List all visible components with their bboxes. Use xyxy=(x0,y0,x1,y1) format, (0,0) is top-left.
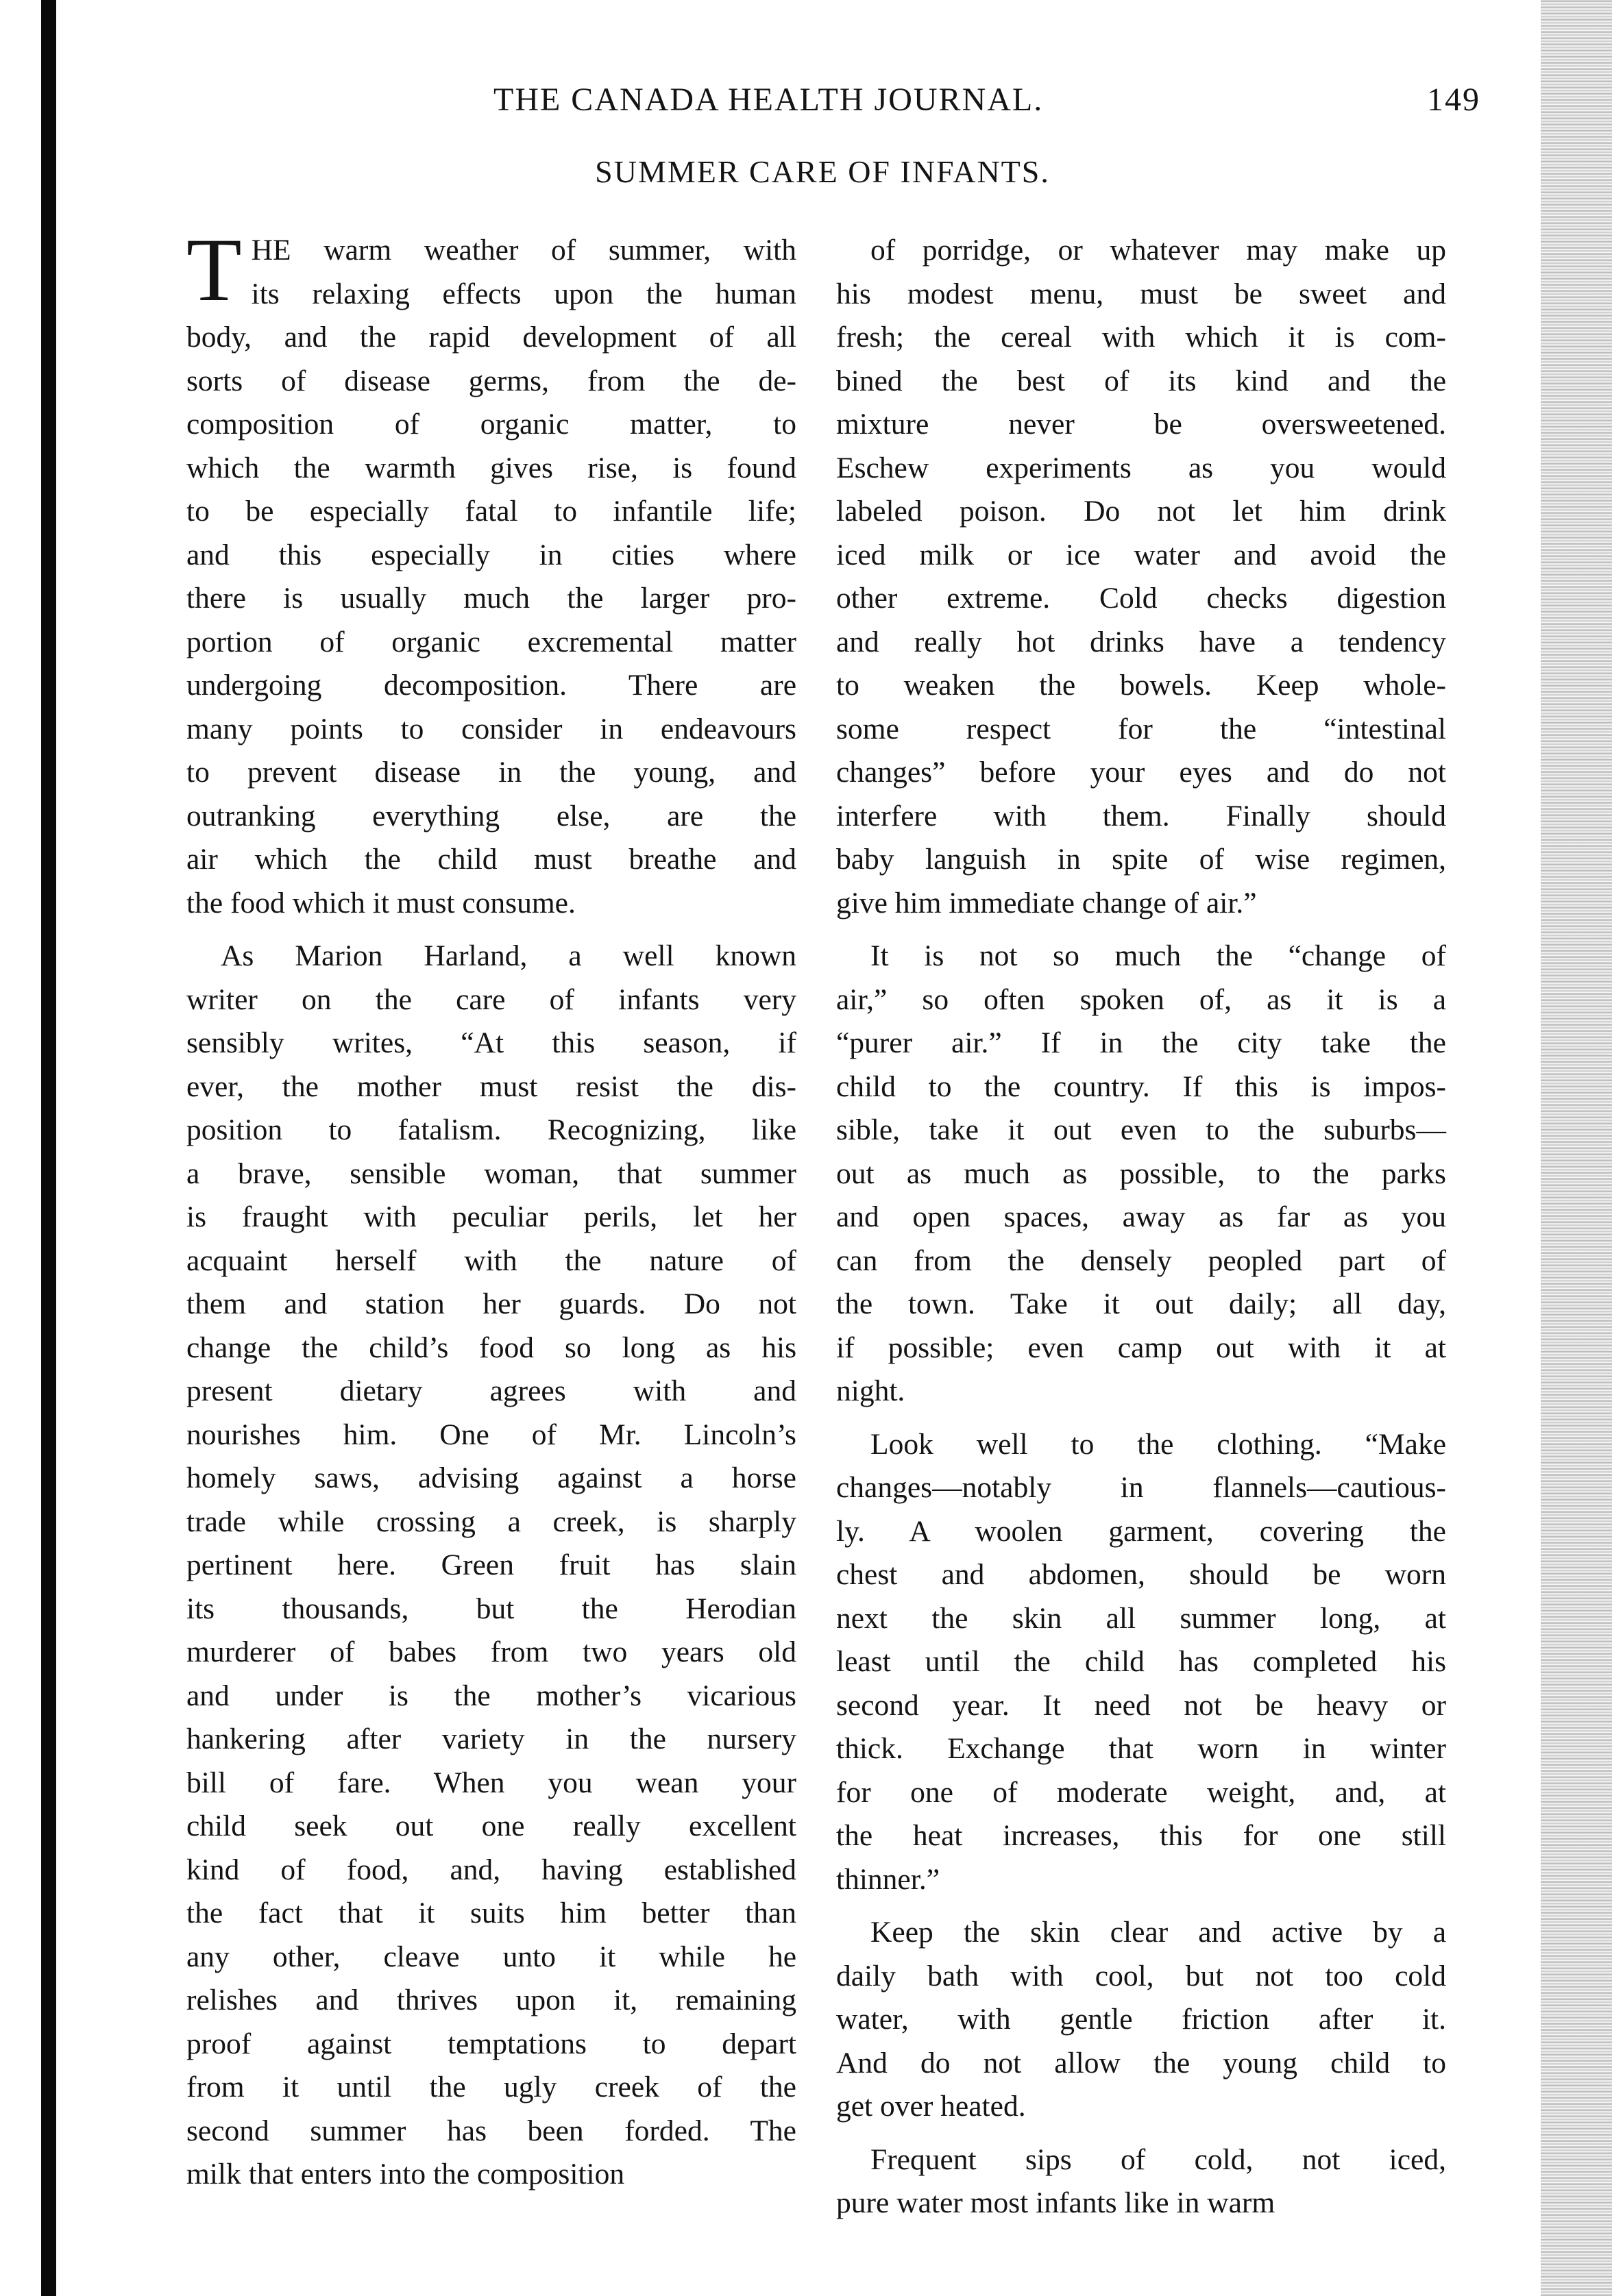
text-line: “purer air.” If in the city take the xyxy=(836,1026,1446,1059)
text-line: baby languish in spite of wise regimen, xyxy=(836,843,1446,876)
article-title: SUMMER CARE OF INFANTS. xyxy=(595,154,1050,189)
text-line: if possible; even camp out with it at xyxy=(836,1331,1446,1364)
journal-title: THE CANADA HEALTH JOURNAL. xyxy=(493,82,1044,118)
text-line: second summer has been forded. The xyxy=(186,2114,796,2147)
text-line: bill of fare. When you wean your xyxy=(186,1766,796,1799)
text-line: HE warm weather of summer, with xyxy=(251,234,796,267)
text-line: And do not allow the young child to xyxy=(836,2046,1446,2079)
text-line: nourishes him. One of Mr. Lincoln’s xyxy=(186,1418,796,1451)
page-number: 149 xyxy=(1427,82,1480,118)
text-line: interfere with them. Finally should xyxy=(836,799,1446,832)
text-line: is fraught with peculiar perils, let her xyxy=(186,1200,796,1233)
paragraph xyxy=(836,1911,1446,2129)
paragraph xyxy=(186,935,796,2197)
text-line: composition of organic matter, to xyxy=(186,408,796,441)
text-line: change the child’s food so long as his xyxy=(186,1331,796,1364)
text-line: pertinent here. Green fruit has slain xyxy=(186,1548,796,1581)
text-line: there is usually much the larger pro- xyxy=(186,582,796,615)
text-line: to be especially fatal to infantile life; xyxy=(186,495,796,528)
text-line: changes—notably in flannels—cautious- xyxy=(836,1471,1446,1504)
text-line: undergoing decomposition. There are xyxy=(186,669,796,702)
text-line: air which the child must breathe and xyxy=(186,843,796,876)
text-line: Look well to the clothing. “Make xyxy=(870,1427,1446,1461)
text-line: sible, take it out even to the suburbs— xyxy=(836,1113,1446,1146)
text-line: and open spaces, away as far as you xyxy=(836,1200,1446,1233)
text-line: chest and abdomen, should be worn xyxy=(836,1558,1446,1591)
text-line: air,” so often spoken of, as it is a xyxy=(836,983,1446,1016)
text-line: a brave, sensible woman, that summer xyxy=(186,1157,796,1190)
text-line: from it until the ugly creek of the xyxy=(186,2071,796,2103)
text-line: daily bath with cool, but not too cold xyxy=(836,1959,1446,1992)
text-line: labeled poison. Do not let him drink xyxy=(836,495,1446,528)
text-line: homely saws, advising against a horse xyxy=(186,1461,796,1494)
text-line: any other, cleave unto it while he xyxy=(186,1940,796,1973)
text-line: child to the country. If this is impos- xyxy=(836,1070,1446,1103)
paragraph xyxy=(836,1423,1446,1902)
text-line: to weaken the bowels. Keep whole- xyxy=(836,669,1446,702)
text-line: night. xyxy=(836,1374,905,1407)
text-line: trade while crossing a creek, is sharply xyxy=(186,1505,796,1538)
text-line: them and station her guards. Do not xyxy=(186,1287,796,1320)
running-header xyxy=(493,81,1480,129)
left-column xyxy=(186,219,796,2197)
text-line: As Marion Harland, a well known xyxy=(221,939,796,972)
text-line: acquaint herself with the nature of xyxy=(186,1244,796,1277)
text-line: its relaxing effects upon the human xyxy=(251,277,796,310)
text-line: sorts of disease germs, from the de- xyxy=(186,364,796,397)
paragraph-gap xyxy=(836,1414,1446,1423)
text-line: which the warmth gives rise, is found xyxy=(186,451,796,484)
text-line: can from the densely peopled part of xyxy=(836,1244,1446,1277)
text-line: murderer of babes from two years old xyxy=(186,1635,796,1668)
text-line: thick. Exchange that worn in winter xyxy=(836,1732,1446,1765)
text-line: of porridge, or whatever may make up xyxy=(870,234,1446,267)
text-line: out as much as possible, to the parks xyxy=(836,1157,1446,1190)
paragraph xyxy=(836,935,1446,1414)
text-line: ly. A woolen garment, covering the xyxy=(836,1514,1446,1548)
text-line: hankering after variety in the nursery xyxy=(186,1723,796,1755)
text-line: get over heated. xyxy=(836,2090,1026,2123)
text-line: and really hot drinks have a tendency xyxy=(836,625,1446,658)
text-line: position to fatalism. Recognizing, like xyxy=(186,1113,796,1146)
text-line: other extreme. Cold checks digestion xyxy=(836,582,1446,615)
paragraph-gap xyxy=(836,925,1446,935)
text-line: iced milk or ice water and avoid the xyxy=(836,538,1446,571)
text-line: Eschew experiments as you would xyxy=(836,451,1446,484)
text-line: sensibly writes, “At this season, if xyxy=(186,1026,796,1059)
text-line: Frequent sips of cold, not iced, xyxy=(870,2143,1446,2176)
text-line: It is not so much the “change of xyxy=(870,939,1446,972)
text-line: to prevent disease in the young, and xyxy=(186,756,796,789)
text-line: and under is the mother’s vicarious xyxy=(186,1679,796,1712)
text-line: the food which it must consume. xyxy=(186,886,576,919)
text-line: next the skin all summer long, at xyxy=(836,1601,1446,1635)
text-line: give him immediate change of air.” xyxy=(836,886,1257,919)
text-line: relishes and thrives upon it, remaining xyxy=(186,1984,796,2016)
text-line: mixture never be oversweetened. xyxy=(836,408,1446,441)
text-line: some respect for the “intestinal xyxy=(836,712,1446,745)
text-line: many points to consider in endeavours xyxy=(186,712,796,745)
paragraph xyxy=(836,2138,1446,2225)
text-line: least until the child has completed his xyxy=(836,1645,1446,1678)
text-line: portion of organic excremental matter xyxy=(186,625,796,658)
text-line: the heat increases, this for one still xyxy=(836,1819,1446,1852)
text-line: writer on the care of infants very xyxy=(186,983,796,1016)
text-line: its thousands, but the Herodian xyxy=(186,1592,796,1625)
paragraph-gap xyxy=(836,2129,1446,2138)
right-column xyxy=(836,229,1446,2225)
page-binding-edge xyxy=(41,0,56,2296)
text-line: second year. It need not be heavy or xyxy=(836,1688,1446,1722)
scan-edge-noise xyxy=(1541,0,1612,2296)
text-line: Keep the skin clear and active by a xyxy=(870,1916,1446,1949)
text-line: proof against temptations to depart xyxy=(186,2027,796,2060)
text-line: and this especially in cities where xyxy=(186,538,796,571)
text-line: his modest menu, must be sweet and xyxy=(836,277,1446,310)
text-line: ever, the mother must resist the dis- xyxy=(186,1070,796,1103)
text-line: milk that enters into the composition xyxy=(186,2158,625,2190)
text-line: kind of food, and, having established xyxy=(186,1853,796,1886)
paragraph xyxy=(836,229,1446,925)
text-line: changes” before your eyes and do not xyxy=(836,756,1446,789)
text-line: thinner.” xyxy=(836,1862,940,1896)
text-line: the town. Take it out daily; all day, xyxy=(836,1287,1446,1320)
text-line: outranking everything else, are the xyxy=(186,799,796,832)
drop-cap: T xyxy=(186,219,242,320)
text-line: bined the best of its kind and the xyxy=(836,364,1446,397)
text-line: fresh; the cereal with which it is com- xyxy=(836,321,1446,354)
paragraph-gap xyxy=(836,1901,1446,1911)
text-line: child seek out one really excellent xyxy=(186,1810,796,1842)
paragraph xyxy=(186,219,796,925)
text-line: the fact that it suits him better than xyxy=(186,1897,796,1929)
text-line: pure water most infants like in warm xyxy=(836,2186,1275,2219)
text-line: present dietary agrees with and xyxy=(186,1374,796,1407)
text-line: body, and the rapid development of all xyxy=(186,321,796,354)
paragraph-gap xyxy=(186,925,796,935)
text-line: for one of moderate weight, and, at xyxy=(836,1775,1446,1809)
text-line: water, with gentle friction after it. xyxy=(836,2003,1446,2036)
